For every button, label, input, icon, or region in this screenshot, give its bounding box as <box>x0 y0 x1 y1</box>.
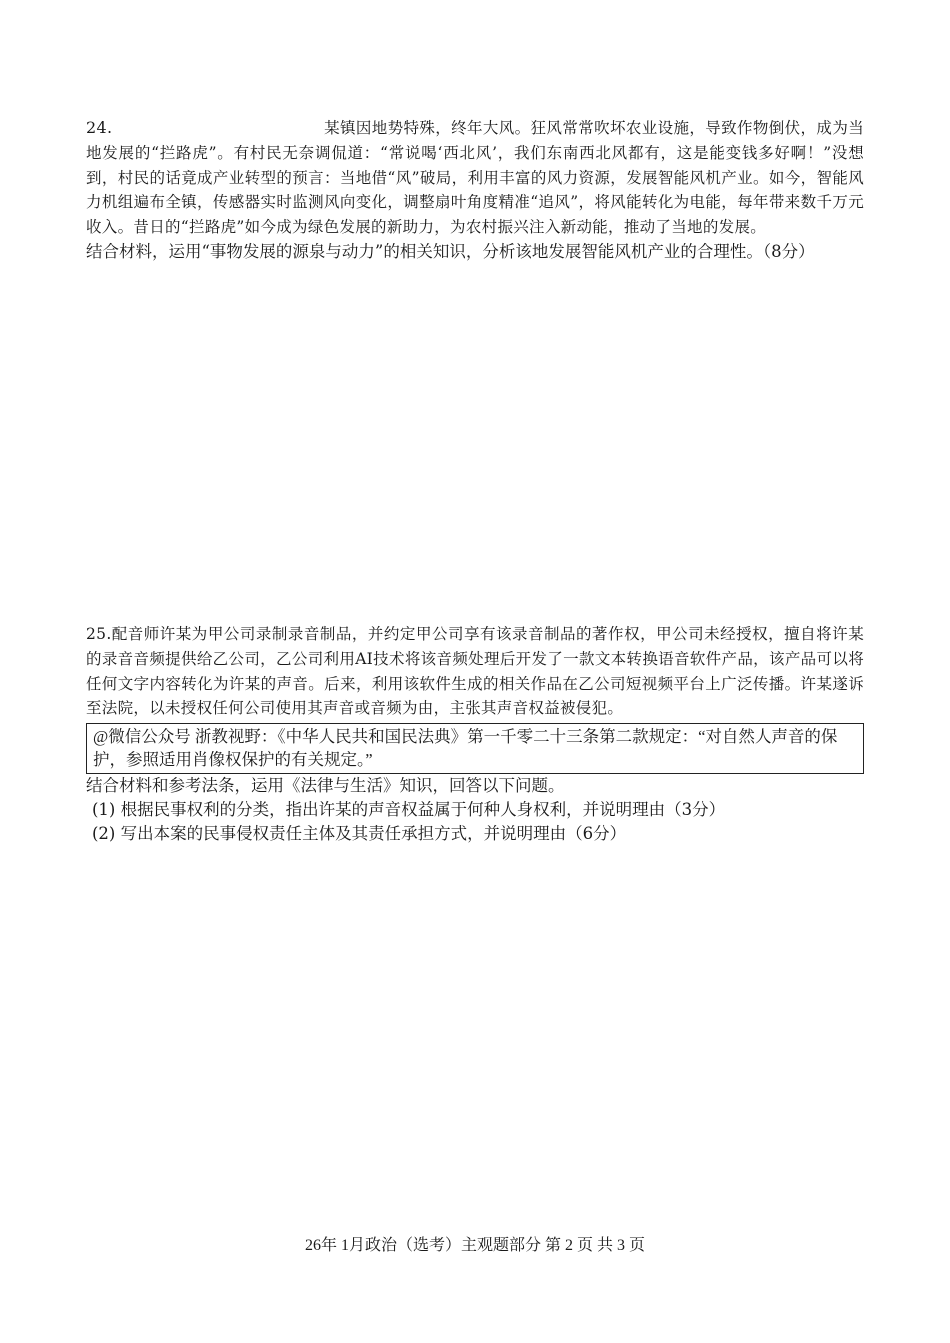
question-24 <box>86 116 864 264</box>
sub-question-1: (1) 根据民事权利的分类，指出许某的声音权益属于何种人身权利，并说明理由（3分） <box>92 800 726 820</box>
law-reference-box: @微信公众号 浙教视野：《中华人民共和国民法典》第一千零二十三条第二款规定：“对自然人声音的保护，参照适用肖像权保护的有关规定。” <box>86 723 864 774</box>
sub-question-2: (2) 写出本案的民事侵权责任主体及其责任承担方式，并说明理由（6分） <box>92 824 627 844</box>
page-footer: 26年 1月政治（选考）主观题部分 第 2 页 共 3 页 <box>304 1237 645 1254</box>
question-25 <box>86 622 864 846</box>
question-24-material <box>86 116 864 240</box>
question-24-prompt: 结合材料，运用“事物发展的源泉与动力”的相关知识，分析该地发展智能风机产业的合理性。（8分） <box>86 241 815 261</box>
question-25-material: 25.配音师许某为甲公司录制录音制品，并约定甲公司享有该录音制品的著作权，甲公司未经授权，擅自将许某的录音音频提供给乙公司，乙公司利用AI技术将该音频处理后开发了一款文本转换语音软件产品，该产品可以将任何文字内容转化为许某的声音。后来，利用该软件生成的相关作品在乙公司短视频平台上广泛传播。许某遂诉至法院，以未授权任何公司使用其声音或音频为由，主张其声音权益被侵犯。 <box>86 625 864 718</box>
question-24-material-text: 某镇因地势特殊，终年大风。狂风常常吹坏农业设施，导致作物倒伏，成为当地发展的“拦路虎”。有村民无奈调侃道：“常说喝‘西北风’，我们东南西北风都有，这是能变钱多好啊！”没想到，村民的话竟成产业转型的预言：当地借“风”破局，利用丰富的风力资源，发展智能风机产业。如今，智能风力机组遍布全镇，传感器实时监测风向变化，调整扇叶角度精准“追风”，将风能转化为电能，每年带来数千万元收入。昔日的“拦路虎”如今成为绿色发展的新助力，为农村振兴注入新动能，推动了当地的发展。 <box>86 119 864 237</box>
question-24-material-paragraph <box>86 116 864 240</box>
question-24-number: 24. <box>86 118 113 137</box>
question-25-prompt: 结合材料和参考法条，运用《法律与生活》知识，回答以下问题。 <box>86 776 565 796</box>
